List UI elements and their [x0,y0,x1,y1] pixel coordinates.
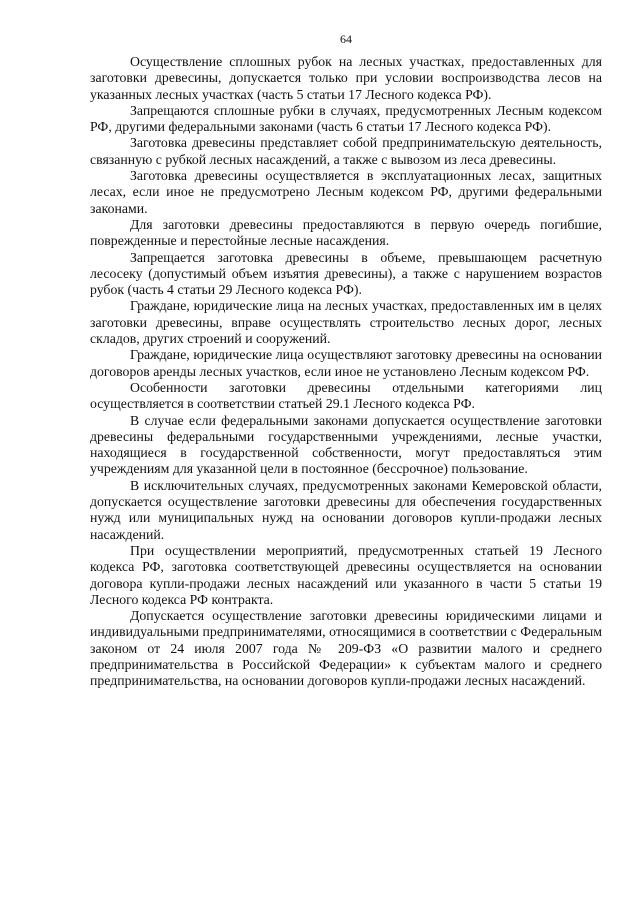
paragraph: При осуществлении мероприятий, предусмотренных статьей 19 Лесного кодекса РФ, заготовка соответствующей древесины осуществляется на основании договора купли-продажи лесных насаждений или указанного в части 5 статьи 19 Лесного кодекса РФ контракта. [90,542,602,607]
page-number: 64 [340,32,352,46]
paragraph: Осуществление сплошных рубок на лесных участках, предоставленных для заготовки древесины, допускается только при условии воспроизводства лесов на указанных лесных участках (часть 5 статьи 17 Лесного кодекса РФ). [90,54,602,102]
paragraph: Запрещаются сплошные рубки в случаях, предусмотренных Лесным кодексом РФ, другими федеральными законами (часть 6 статьи 17 Лесного кодекса РФ). [90,102,602,135]
paragraph: Граждане, юридические лица на лесных участках, предоставленных им в целях заготовки древесины, вправе осуществлять строительство лесных дорог, лесных складов, других строений и сооружений. [90,298,602,347]
paragraph: В исключительных случаях, предусмотренных законами Кемеровской области, допускается осуществление заготовки древесины для обеспечения государственных нужд или муниципальных нужд на основании договоров купли-продажи лесных насаждений. [90,477,602,542]
paragraph: Особенности заготовки древесины отдельными категориями лиц осуществляется в соответствии статьей 29.1 Лесного кодекса РФ. [90,379,602,412]
paragraph: Для заготовки древесины предоставляются в первую очередь погибшие, поврежденные и перестойные лесные насаждения. [90,216,602,249]
paragraph: Заготовка древесины осуществляется в эксплуатационных лесах, защитных лесах, если иное не предусмотрено Лесным кодексом РФ, другими федеральными законами. [90,168,602,216]
body-text [90,54,602,690]
paragraph: Заготовка древесины представляет собой предпринимательскую деятельность, связанную с рубкой лесных насаждений, а также с вывозом из леса древесины. [90,135,602,167]
paragraph: Запрещается заготовка древесины в объеме, превышающем расчетную лесосеку (допустимый объем изъятия древесины), а также с нарушением возрастов рубок (часть 4 статьи 29 Лесного кодекса РФ). [90,249,602,298]
paragraph: Допускается осуществление заготовки древесины юридическими лицами и индивидуальными предпринимателями, относящимися в соответствии с Федеральным законом от 24 июля 2007 года № 209-ФЗ «О развитии малого и среднего предпринимательства в Российской Федерации» к субъектам малого и среднего предпринимательства, на основании договоров купли-продажи лесных насаждений. [90,608,602,689]
paragraph: Граждане, юридические лица осуществляют заготовку древесины на основании договоров аренды лесных участков, если иное не установлено Лесным кодексом РФ. [90,347,602,379]
paragraph: В случае если федеральными законами допускается осуществление заготовки древесины федеральными государственными учреждениями, лесные участки, находящиеся в государственной собственности, могут предоставляться этим учреждениям для указанной цели в постоянное (бессрочное) пользование. [90,412,602,477]
